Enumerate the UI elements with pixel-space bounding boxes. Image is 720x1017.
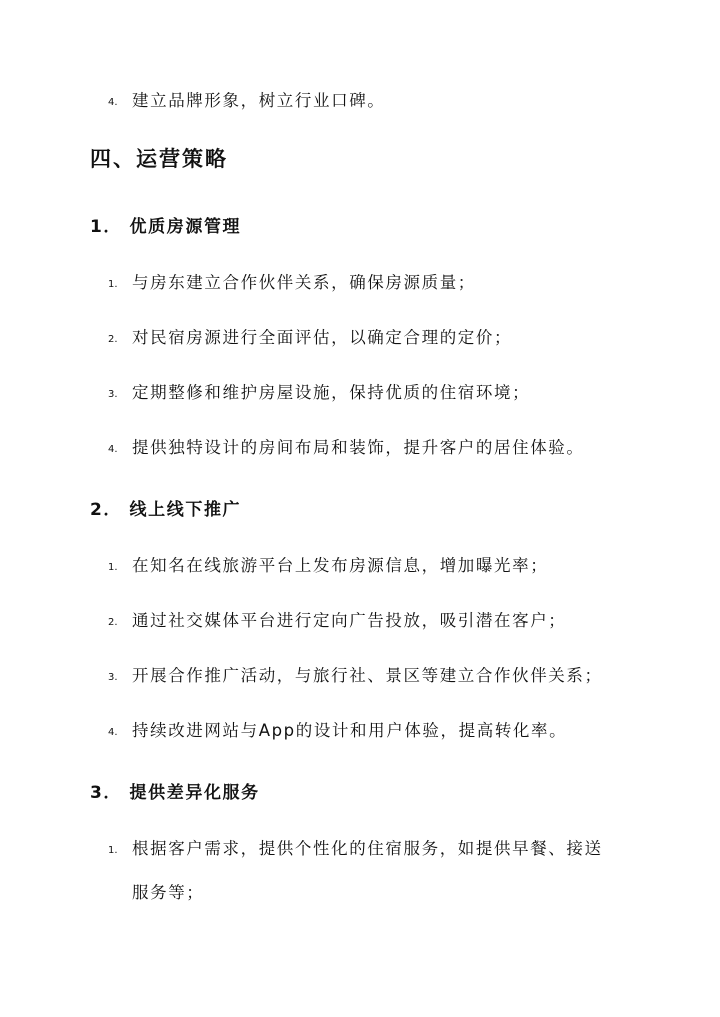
list-text: 定期整修和维护房屋设施，保持优质的住宿环境；: [132, 383, 531, 402]
section-title: 四、运营策略: [90, 147, 228, 171]
list-text: 与房东建立合作伙伴关系，确保房源质量；: [132, 273, 476, 292]
list-number: 4.: [108, 97, 118, 108]
list-item-continuation: [108, 880, 660, 906]
list-number: 3.: [108, 672, 118, 683]
list-number: 4.: [108, 727, 118, 738]
list-number: 1.: [108, 562, 118, 573]
subsection-title: 1． 优质房源管理: [90, 217, 242, 237]
list-text: 对民宿房源进行全面评估，以确定合理的定价；: [132, 328, 513, 347]
list-text: 在知名在线旅游平台上发布房源信息，增加曝光率；: [132, 556, 549, 575]
subsection-title: 3． 提供差异化服务: [90, 783, 260, 803]
list-text: 建立品牌形象，树立行业口碑。: [132, 91, 386, 110]
list-text: 提供独特设计的房间布局和装饰，提升客户的居住体验。: [132, 438, 585, 457]
list-number: 4.: [108, 444, 118, 455]
list-text: 开展合作推广活动，与旅行社、景区等建立合作伙伴关系；: [132, 666, 603, 685]
list-item: [108, 608, 660, 636]
list-number: 2.: [108, 617, 118, 628]
list-item: [108, 88, 660, 116]
list-text: 持续改进网站与App的设计和用户体验，提高转化率。: [132, 721, 568, 740]
list-item: [108, 553, 660, 581]
list-item: [108, 836, 660, 864]
list-number: 1.: [108, 845, 118, 856]
list-text: 通过社交媒体平台进行定向广告投放，吸引潜在客户；: [132, 611, 567, 630]
list-item: [108, 718, 660, 746]
list-item: [108, 325, 660, 353]
list-number: 1.: [108, 279, 118, 290]
list-item: [108, 435, 660, 463]
list-text-continuation: 服务等；: [132, 883, 205, 902]
list-number: 2.: [108, 334, 118, 345]
list-number: 3.: [108, 389, 118, 400]
list-item: [108, 270, 660, 298]
subsection-title: 2． 线上线下推广: [90, 500, 242, 520]
list-item: [108, 380, 660, 408]
list-item: [108, 663, 660, 691]
list-text: 根据客户需求，提供个性化的住宿服务，如提供早餐、接送: [132, 839, 603, 858]
